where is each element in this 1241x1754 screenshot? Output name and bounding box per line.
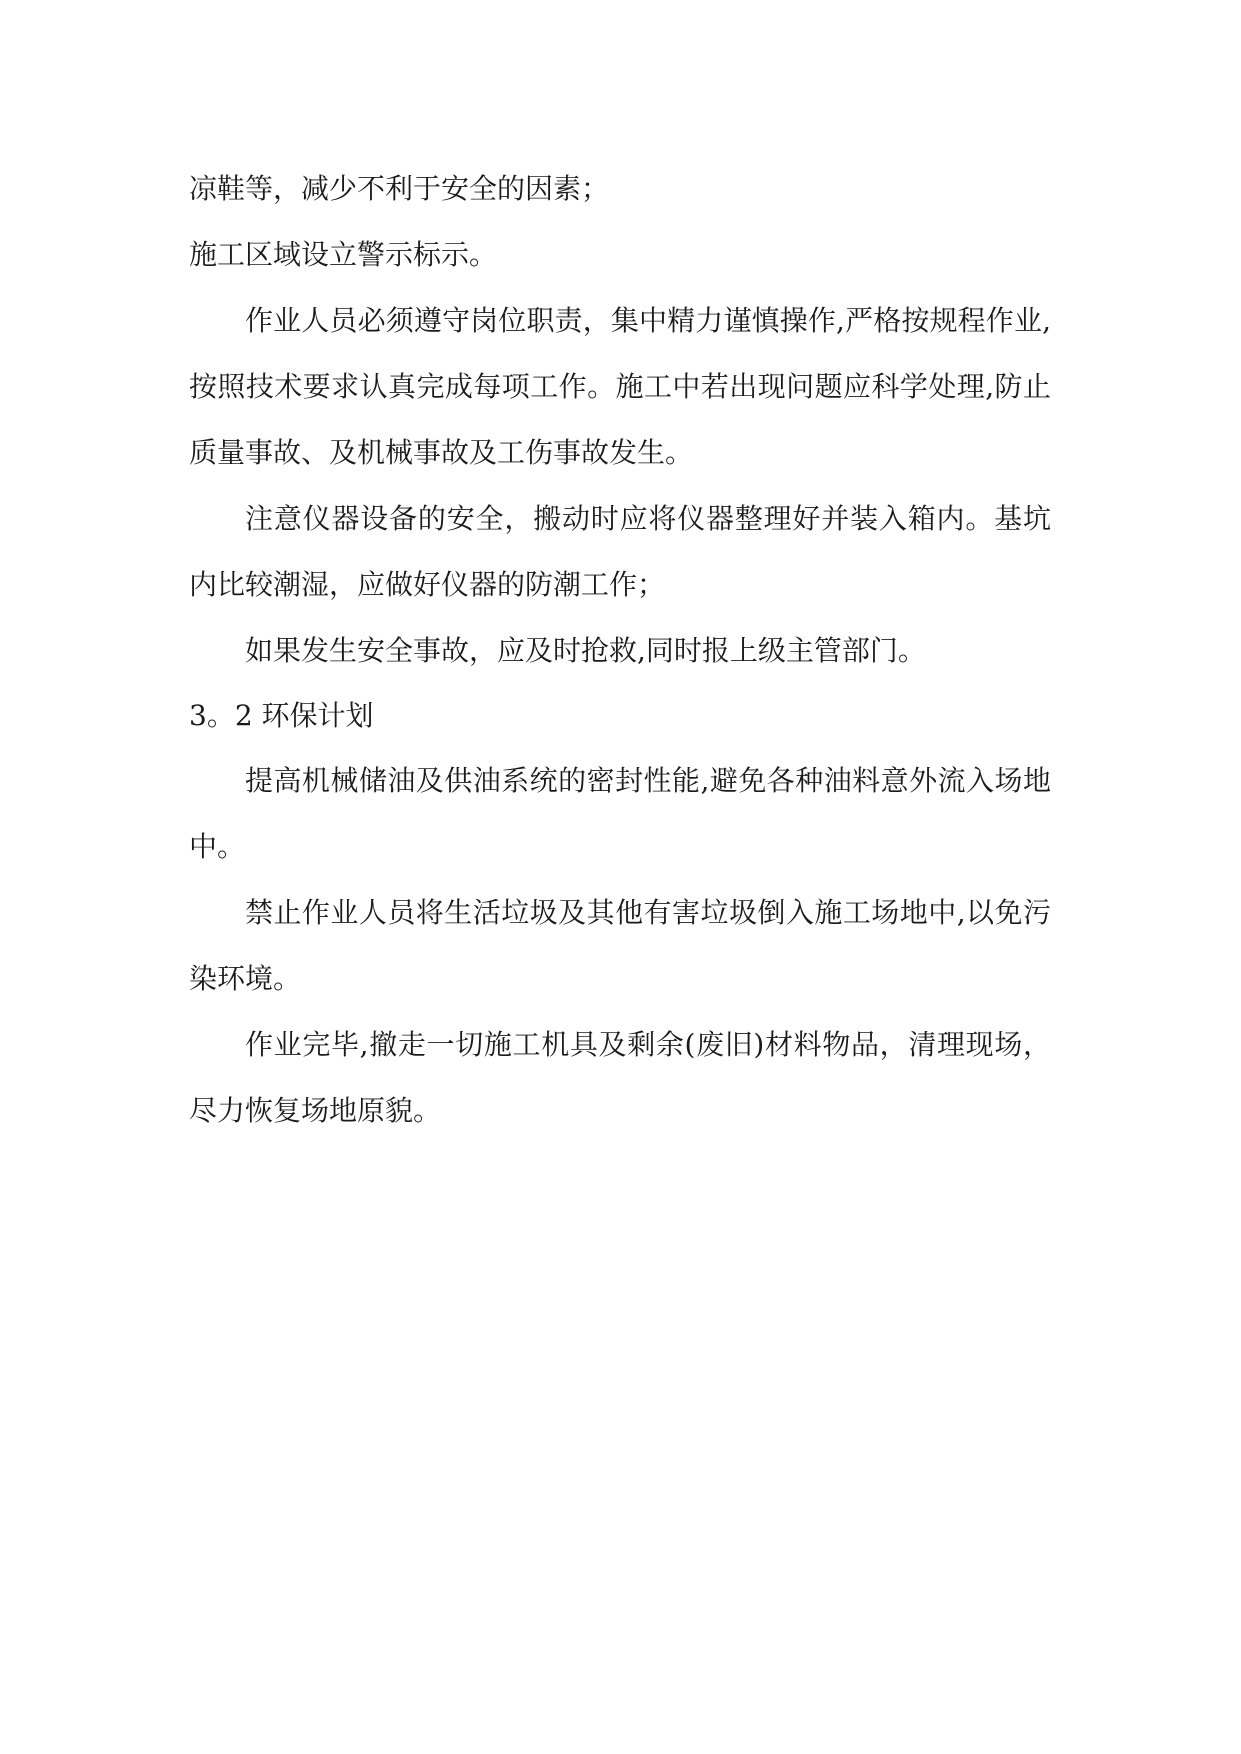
section-heading: 3。2 环保计划 bbox=[189, 699, 374, 732]
paragraph: 提高机械储油及供油系统的密封性能,避免各种油料意外流入场地中。 bbox=[189, 764, 1051, 863]
paragraph: 施工区域设立警示标示。 bbox=[189, 238, 498, 271]
paragraph: 凉鞋等，减少不利于安全的因素； bbox=[189, 172, 610, 205]
paragraph: 注意仪器设备的安全，搬动时应将仪器整理好并装入箱内。基坑内比较潮湿，应做好仪器的防潮工作； bbox=[189, 502, 1051, 601]
paragraph: 禁止作业人员将生活垃圾及其他有害垃圾倒入施工场地中,以免污染环境。 bbox=[189, 896, 1051, 995]
paragraph: 作业人员必须遵守岗位职责，集中精力谨慎操作,严格按规程作业,按照技术要求认真完成每项工作。施工中若出现问题应科学处理,防止质量事故、及机械事故及工伤事故发生。 bbox=[189, 304, 1051, 469]
document-body bbox=[189, 156, 1051, 1144]
paragraph: 如果发生安全事故，应及时抢救,同时报上级主管部门。 bbox=[245, 634, 926, 667]
paragraph: 作业完毕,撤走一切施工机具及剩余(废旧)材料物品，清理现场，尽力恢复场地原貌。 bbox=[189, 1028, 1051, 1127]
